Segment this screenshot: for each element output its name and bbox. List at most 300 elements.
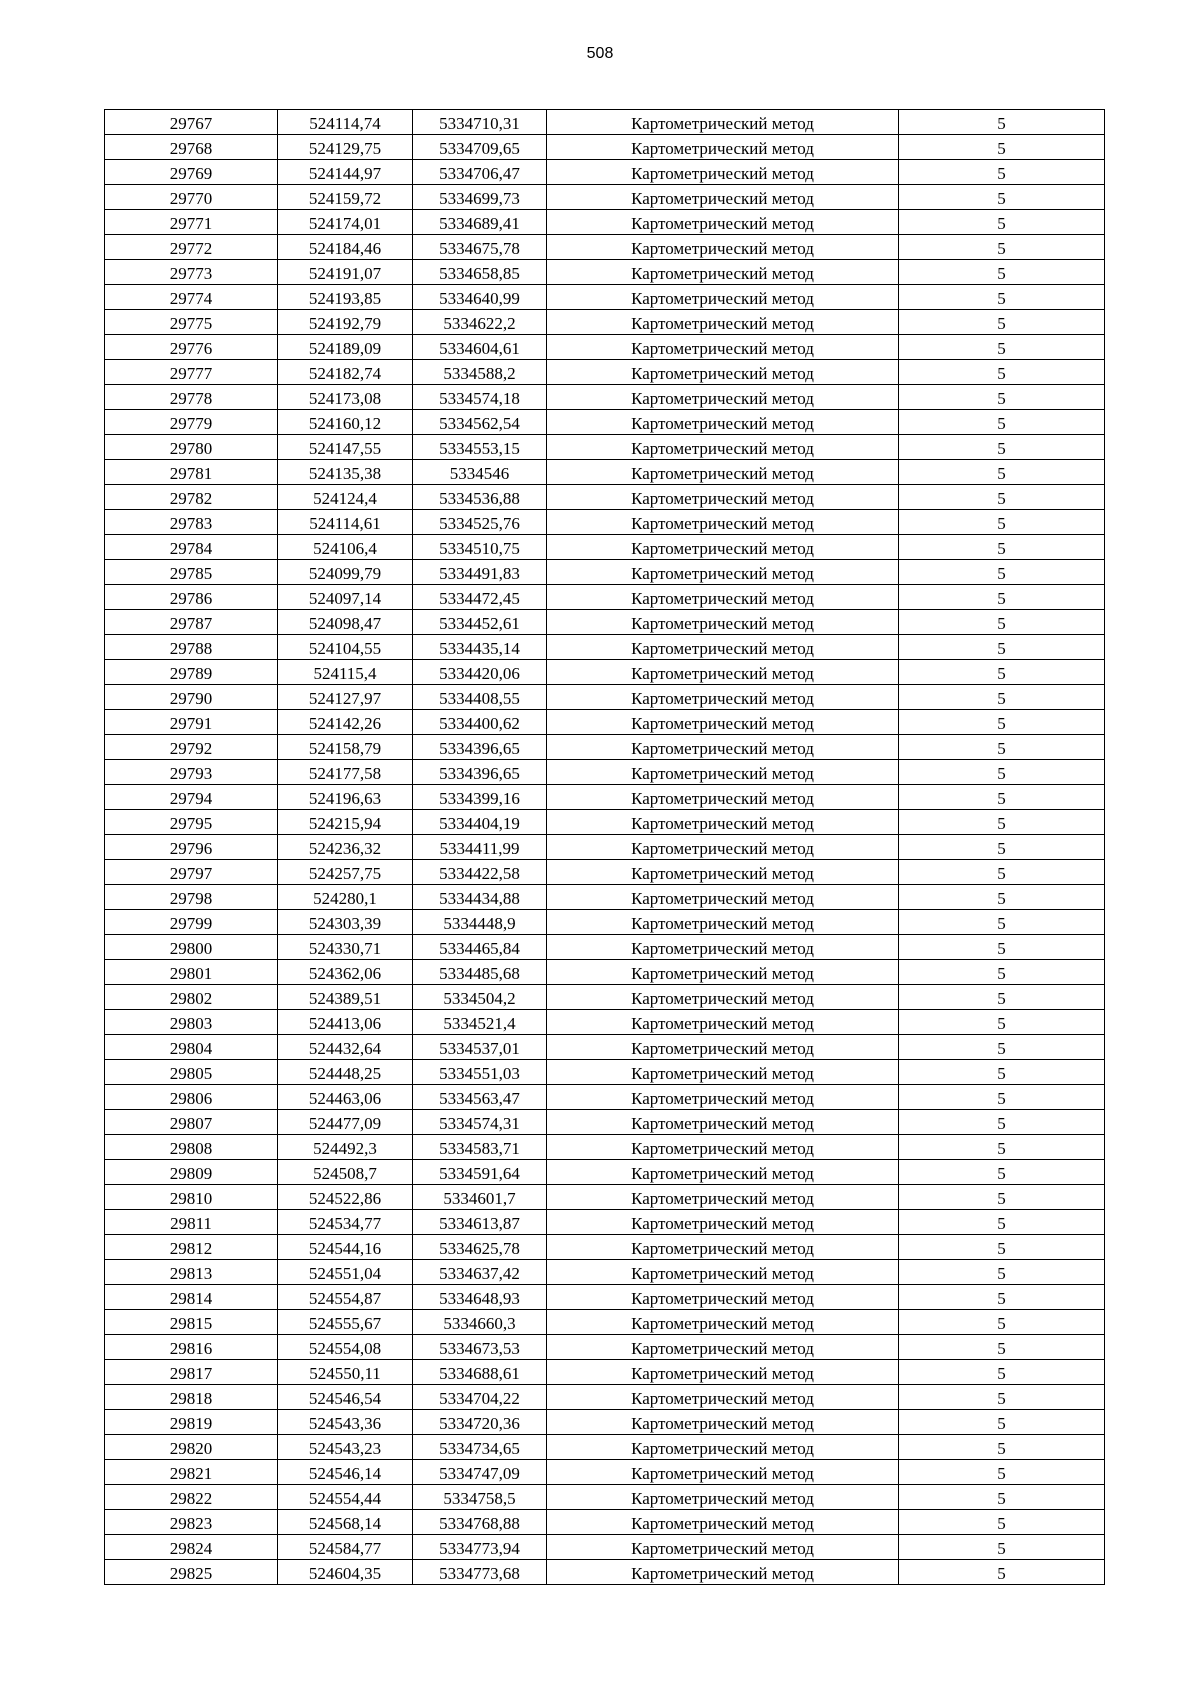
point-number-cell: 29787 (105, 610, 278, 635)
point-number-cell: 29825 (105, 1560, 278, 1585)
accuracy-cell: 5 (899, 1485, 1105, 1510)
y-coordinate-cell: 5334768,88 (413, 1510, 547, 1535)
point-number-cell: 29810 (105, 1185, 278, 1210)
y-coordinate-cell: 5334411,99 (413, 835, 547, 860)
accuracy-cell: 5 (899, 885, 1105, 910)
table-row (105, 1160, 1105, 1185)
point-number-cell: 29789 (105, 660, 278, 685)
x-coordinate-cell: 524492,3 (278, 1135, 413, 1160)
table-row (105, 335, 1105, 360)
x-coordinate-cell: 524448,25 (278, 1060, 413, 1085)
table-row (105, 660, 1105, 685)
point-number-cell: 29784 (105, 535, 278, 560)
method-cell: Картометрический метод (547, 1535, 899, 1560)
x-coordinate-cell: 524142,26 (278, 710, 413, 735)
method-cell: Картометрический метод (547, 1185, 899, 1210)
point-number-cell: 29795 (105, 810, 278, 835)
method-cell: Картометрический метод (547, 1160, 899, 1185)
point-number-cell: 29808 (105, 1135, 278, 1160)
point-number-cell: 29821 (105, 1460, 278, 1485)
x-coordinate-cell: 524098,47 (278, 610, 413, 635)
table-row (105, 1460, 1105, 1485)
method-cell: Картометрический метод (547, 660, 899, 685)
point-number-cell: 29768 (105, 135, 278, 160)
table-row (105, 135, 1105, 160)
method-cell: Картометрический метод (547, 285, 899, 310)
point-number-cell: 29799 (105, 910, 278, 935)
point-number-cell: 29779 (105, 410, 278, 435)
method-cell: Картометрический метод (547, 910, 899, 935)
table-row (105, 1560, 1105, 1585)
point-number-cell: 29820 (105, 1435, 278, 1460)
x-coordinate-cell: 524568,14 (278, 1510, 413, 1535)
method-cell: Картометрический метод (547, 860, 899, 885)
method-cell: Картометрический метод (547, 485, 899, 510)
method-cell: Картометрический метод (547, 510, 899, 535)
y-coordinate-cell: 5334734,65 (413, 1435, 547, 1460)
y-coordinate-cell: 5334583,71 (413, 1135, 547, 1160)
table-row (105, 1360, 1105, 1385)
point-number-cell: 29812 (105, 1235, 278, 1260)
table-row (105, 685, 1105, 710)
table-row (105, 1385, 1105, 1410)
y-coordinate-cell: 5334773,68 (413, 1560, 547, 1585)
y-coordinate-cell: 5334452,61 (413, 610, 547, 635)
table-row (105, 735, 1105, 760)
accuracy-cell: 5 (899, 1060, 1105, 1085)
method-cell: Картометрический метод (547, 810, 899, 835)
accuracy-cell: 5 (899, 985, 1105, 1010)
accuracy-cell: 5 (899, 610, 1105, 635)
x-coordinate-cell: 524508,7 (278, 1160, 413, 1185)
method-cell: Картометрический метод (547, 235, 899, 260)
table-row (105, 410, 1105, 435)
y-coordinate-cell: 5334689,41 (413, 210, 547, 235)
point-number-cell: 29771 (105, 210, 278, 235)
table-row (105, 710, 1105, 735)
x-coordinate-cell: 524477,09 (278, 1110, 413, 1135)
point-number-cell: 29781 (105, 460, 278, 485)
accuracy-cell: 5 (899, 1360, 1105, 1385)
method-cell: Картометрический метод (547, 760, 899, 785)
accuracy-cell: 5 (899, 910, 1105, 935)
y-coordinate-cell: 5334485,68 (413, 960, 547, 985)
y-coordinate-cell: 5334720,36 (413, 1410, 547, 1435)
accuracy-cell: 5 (899, 1210, 1105, 1235)
y-coordinate-cell: 5334546 (413, 460, 547, 485)
y-coordinate-cell: 5334510,75 (413, 535, 547, 560)
y-coordinate-cell: 5334434,88 (413, 885, 547, 910)
method-cell: Картометрический метод (547, 935, 899, 960)
table-row (105, 460, 1105, 485)
table-row (105, 1260, 1105, 1285)
table-row (105, 935, 1105, 960)
point-number-cell: 29791 (105, 710, 278, 735)
accuracy-cell: 5 (899, 835, 1105, 860)
table-row (105, 1135, 1105, 1160)
table-row (105, 210, 1105, 235)
accuracy-cell: 5 (899, 1285, 1105, 1310)
table-row (105, 1085, 1105, 1110)
x-coordinate-cell: 524362,06 (278, 960, 413, 985)
accuracy-cell: 5 (899, 685, 1105, 710)
y-coordinate-cell: 5334601,7 (413, 1185, 547, 1210)
y-coordinate-cell: 5334422,58 (413, 860, 547, 885)
accuracy-cell: 5 (899, 110, 1105, 135)
accuracy-cell: 5 (899, 1035, 1105, 1060)
point-number-cell: 29776 (105, 335, 278, 360)
method-cell: Картометрический метод (547, 410, 899, 435)
y-coordinate-cell: 5334675,78 (413, 235, 547, 260)
x-coordinate-cell: 524184,46 (278, 235, 413, 260)
point-number-cell: 29773 (105, 260, 278, 285)
table-row (105, 510, 1105, 535)
accuracy-cell: 5 (899, 285, 1105, 310)
y-coordinate-cell: 5334400,62 (413, 710, 547, 735)
y-coordinate-cell: 5334625,78 (413, 1235, 547, 1260)
y-coordinate-cell: 5334574,18 (413, 385, 547, 410)
method-cell: Картометрический метод (547, 1310, 899, 1335)
y-coordinate-cell: 5334773,94 (413, 1535, 547, 1560)
table-row (105, 785, 1105, 810)
y-coordinate-cell: 5334435,14 (413, 635, 547, 660)
x-coordinate-cell: 524104,55 (278, 635, 413, 660)
y-coordinate-cell: 5334648,93 (413, 1285, 547, 1310)
point-number-cell: 29767 (105, 110, 278, 135)
x-coordinate-cell: 524158,79 (278, 735, 413, 760)
x-coordinate-cell: 524135,38 (278, 460, 413, 485)
y-coordinate-cell: 5334574,31 (413, 1110, 547, 1135)
y-coordinate-cell: 5334658,85 (413, 260, 547, 285)
accuracy-cell: 5 (899, 460, 1105, 485)
accuracy-cell: 5 (899, 1010, 1105, 1035)
x-coordinate-cell: 524115,4 (278, 660, 413, 685)
x-coordinate-cell: 524174,01 (278, 210, 413, 235)
method-cell: Картометрический метод (547, 1460, 899, 1485)
x-coordinate-cell: 524554,87 (278, 1285, 413, 1310)
point-number-cell: 29792 (105, 735, 278, 760)
accuracy-cell: 5 (899, 1110, 1105, 1135)
point-number-cell: 29806 (105, 1085, 278, 1110)
point-number-cell: 29804 (105, 1035, 278, 1060)
x-coordinate-cell: 524330,71 (278, 935, 413, 960)
point-number-cell: 29790 (105, 685, 278, 710)
accuracy-cell: 5 (899, 1235, 1105, 1260)
point-number-cell: 29794 (105, 785, 278, 810)
table-row (105, 1185, 1105, 1210)
y-coordinate-cell: 5334604,61 (413, 335, 547, 360)
accuracy-cell: 5 (899, 385, 1105, 410)
accuracy-cell: 5 (899, 485, 1105, 510)
accuracy-cell: 5 (899, 560, 1105, 585)
accuracy-cell: 5 (899, 435, 1105, 460)
accuracy-cell: 5 (899, 1535, 1105, 1560)
table-row (105, 760, 1105, 785)
accuracy-cell: 5 (899, 1385, 1105, 1410)
table-row (105, 1485, 1105, 1510)
y-coordinate-cell: 5334472,45 (413, 585, 547, 610)
y-coordinate-cell: 5334525,76 (413, 510, 547, 535)
method-cell: Картометрический метод (547, 1085, 899, 1110)
accuracy-cell: 5 (899, 660, 1105, 685)
point-number-cell: 29803 (105, 1010, 278, 1035)
y-coordinate-cell: 5334551,03 (413, 1060, 547, 1085)
x-coordinate-cell: 524432,64 (278, 1035, 413, 1060)
x-coordinate-cell: 524196,63 (278, 785, 413, 810)
accuracy-cell: 5 (899, 135, 1105, 160)
point-number-cell: 29807 (105, 1110, 278, 1135)
x-coordinate-cell: 524522,86 (278, 1185, 413, 1210)
x-coordinate-cell: 524463,06 (278, 1085, 413, 1110)
method-cell: Картометрический метод (547, 785, 899, 810)
method-cell: Картометрический метод (547, 160, 899, 185)
x-coordinate-cell: 524543,23 (278, 1435, 413, 1460)
accuracy-cell: 5 (899, 160, 1105, 185)
accuracy-cell: 5 (899, 860, 1105, 885)
x-coordinate-cell: 524215,94 (278, 810, 413, 835)
x-coordinate-cell: 524173,08 (278, 385, 413, 410)
accuracy-cell: 5 (899, 1410, 1105, 1435)
table-row (105, 1010, 1105, 1035)
accuracy-cell: 5 (899, 1085, 1105, 1110)
accuracy-cell: 5 (899, 935, 1105, 960)
y-coordinate-cell: 5334396,65 (413, 760, 547, 785)
y-coordinate-cell: 5334747,09 (413, 1460, 547, 1485)
point-number-cell: 29811 (105, 1210, 278, 1235)
accuracy-cell: 5 (899, 1435, 1105, 1460)
accuracy-cell: 5 (899, 810, 1105, 835)
method-cell: Картометрический метод (547, 110, 899, 135)
accuracy-cell: 5 (899, 1135, 1105, 1160)
point-number-cell: 29817 (105, 1360, 278, 1385)
method-cell: Картометрический метод (547, 535, 899, 560)
point-number-cell: 29819 (105, 1410, 278, 1435)
y-coordinate-cell: 5334504,2 (413, 985, 547, 1010)
coordinates-table (104, 109, 1105, 1585)
x-coordinate-cell: 524236,32 (278, 835, 413, 860)
x-coordinate-cell: 524554,44 (278, 1485, 413, 1510)
point-number-cell: 29785 (105, 560, 278, 585)
accuracy-cell: 5 (899, 1510, 1105, 1535)
table-row (105, 260, 1105, 285)
accuracy-cell: 5 (899, 185, 1105, 210)
y-coordinate-cell: 5334660,3 (413, 1310, 547, 1335)
method-cell: Картометрический метод (547, 560, 899, 585)
method-cell: Картометрический метод (547, 1060, 899, 1085)
point-number-cell: 29815 (105, 1310, 278, 1335)
x-coordinate-cell: 524192,79 (278, 310, 413, 335)
table-row (105, 1060, 1105, 1085)
x-coordinate-cell: 524160,12 (278, 410, 413, 435)
y-coordinate-cell: 5334699,73 (413, 185, 547, 210)
y-coordinate-cell: 5334404,19 (413, 810, 547, 835)
method-cell: Картометрический метод (547, 310, 899, 335)
x-coordinate-cell: 524554,08 (278, 1335, 413, 1360)
point-number-cell: 29798 (105, 885, 278, 910)
method-cell: Картометрический метод (547, 460, 899, 485)
x-coordinate-cell: 524147,55 (278, 435, 413, 460)
accuracy-cell: 5 (899, 410, 1105, 435)
point-number-cell: 29780 (105, 435, 278, 460)
method-cell: Картометрический метод (547, 1335, 899, 1360)
method-cell: Картометрический метод (547, 135, 899, 160)
method-cell: Картометрический метод (547, 1010, 899, 1035)
method-cell: Картометрический метод (547, 1110, 899, 1135)
method-cell: Картометрический метод (547, 710, 899, 735)
point-number-cell: 29782 (105, 485, 278, 510)
method-cell: Картометрический метод (547, 1510, 899, 1535)
accuracy-cell: 5 (899, 710, 1105, 735)
accuracy-cell: 5 (899, 1460, 1105, 1485)
accuracy-cell: 5 (899, 360, 1105, 385)
method-cell: Картометрический метод (547, 685, 899, 710)
accuracy-cell: 5 (899, 960, 1105, 985)
point-number-cell: 29769 (105, 160, 278, 185)
table-row (105, 360, 1105, 385)
x-coordinate-cell: 524191,07 (278, 260, 413, 285)
table-row (105, 1285, 1105, 1310)
accuracy-cell: 5 (899, 210, 1105, 235)
table-row (105, 535, 1105, 560)
x-coordinate-cell: 524389,51 (278, 985, 413, 1010)
table-row (105, 560, 1105, 585)
y-coordinate-cell: 5334613,87 (413, 1210, 547, 1235)
method-cell: Картометрический метод (547, 1210, 899, 1235)
method-cell: Картометрический метод (547, 1385, 899, 1410)
table-row (105, 1110, 1105, 1135)
accuracy-cell: 5 (899, 1260, 1105, 1285)
method-cell: Картометрический метод (547, 335, 899, 360)
x-coordinate-cell: 524193,85 (278, 285, 413, 310)
point-number-cell: 29793 (105, 760, 278, 785)
x-coordinate-cell: 524550,11 (278, 1360, 413, 1385)
y-coordinate-cell: 5334521,4 (413, 1010, 547, 1035)
y-coordinate-cell: 5334448,9 (413, 910, 547, 935)
y-coordinate-cell: 5334562,54 (413, 410, 547, 435)
table-row (105, 635, 1105, 660)
point-number-cell: 29800 (105, 935, 278, 960)
x-coordinate-cell: 524182,74 (278, 360, 413, 385)
y-coordinate-cell: 5334420,06 (413, 660, 547, 685)
accuracy-cell: 5 (899, 760, 1105, 785)
x-coordinate-cell: 524177,58 (278, 760, 413, 785)
table-row (105, 610, 1105, 635)
x-coordinate-cell: 524551,04 (278, 1260, 413, 1285)
x-coordinate-cell: 524584,77 (278, 1535, 413, 1560)
y-coordinate-cell: 5334491,83 (413, 560, 547, 585)
table-row (105, 185, 1105, 210)
y-coordinate-cell: 5334537,01 (413, 1035, 547, 1060)
table-row (105, 985, 1105, 1010)
x-coordinate-cell: 524129,75 (278, 135, 413, 160)
y-coordinate-cell: 5334704,22 (413, 1385, 547, 1410)
y-coordinate-cell: 5334640,99 (413, 285, 547, 310)
x-coordinate-cell: 524144,97 (278, 160, 413, 185)
y-coordinate-cell: 5334553,15 (413, 435, 547, 460)
x-coordinate-cell: 524544,16 (278, 1235, 413, 1260)
point-number-cell: 29824 (105, 1535, 278, 1560)
table-row (105, 285, 1105, 310)
method-cell: Картометрический метод (547, 735, 899, 760)
point-number-cell: 29777 (105, 360, 278, 385)
page-number: 508 (586, 45, 614, 62)
method-cell: Картометрический метод (547, 610, 899, 635)
method-cell: Картометрический метод (547, 260, 899, 285)
table-row (105, 1035, 1105, 1060)
point-number-cell: 29778 (105, 385, 278, 410)
method-cell: Картометрический метод (547, 1435, 899, 1460)
accuracy-cell: 5 (899, 1310, 1105, 1335)
method-cell: Картометрический метод (547, 1360, 899, 1385)
table-row (105, 110, 1105, 135)
method-cell: Картометрический метод (547, 635, 899, 660)
table-row (105, 310, 1105, 335)
point-number-cell: 29802 (105, 985, 278, 1010)
method-cell: Картометрический метод (547, 1260, 899, 1285)
x-coordinate-cell: 524257,75 (278, 860, 413, 885)
y-coordinate-cell: 5334591,64 (413, 1160, 547, 1185)
y-coordinate-cell: 5334399,16 (413, 785, 547, 810)
method-cell: Картометрический метод (547, 435, 899, 460)
table-row (105, 1235, 1105, 1260)
table-row (105, 810, 1105, 835)
accuracy-cell: 5 (899, 635, 1105, 660)
y-coordinate-cell: 5334710,31 (413, 110, 547, 135)
accuracy-cell: 5 (899, 260, 1105, 285)
method-cell: Картометрический метод (547, 1410, 899, 1435)
point-number-cell: 29770 (105, 185, 278, 210)
point-number-cell: 29775 (105, 310, 278, 335)
point-number-cell: 29796 (105, 835, 278, 860)
y-coordinate-cell: 5334396,65 (413, 735, 547, 760)
accuracy-cell: 5 (899, 510, 1105, 535)
y-coordinate-cell: 5334758,5 (413, 1485, 547, 1510)
x-coordinate-cell: 524534,77 (278, 1210, 413, 1235)
point-number-cell: 29786 (105, 585, 278, 610)
y-coordinate-cell: 5334688,61 (413, 1360, 547, 1385)
x-coordinate-cell: 524189,09 (278, 335, 413, 360)
point-number-cell: 29772 (105, 235, 278, 260)
method-cell: Картометрический метод (547, 1560, 899, 1585)
accuracy-cell: 5 (899, 1160, 1105, 1185)
accuracy-cell: 5 (899, 735, 1105, 760)
table-row (105, 860, 1105, 885)
table-row (105, 1535, 1105, 1560)
table-row (105, 960, 1105, 985)
x-coordinate-cell: 524546,54 (278, 1385, 413, 1410)
method-cell: Картометрический метод (547, 1035, 899, 1060)
method-cell: Картометрический метод (547, 1135, 899, 1160)
point-number-cell: 29783 (105, 510, 278, 535)
point-number-cell: 29805 (105, 1060, 278, 1085)
point-number-cell: 29814 (105, 1285, 278, 1310)
y-coordinate-cell: 5334588,2 (413, 360, 547, 385)
point-number-cell: 29774 (105, 285, 278, 310)
point-number-cell: 29818 (105, 1385, 278, 1410)
point-number-cell: 29823 (105, 1510, 278, 1535)
table-row (105, 160, 1105, 185)
y-coordinate-cell: 5334536,88 (413, 485, 547, 510)
x-coordinate-cell: 524127,97 (278, 685, 413, 710)
table-row (105, 1335, 1105, 1360)
y-coordinate-cell: 5334637,42 (413, 1260, 547, 1285)
table-row (105, 385, 1105, 410)
point-number-cell: 29788 (105, 635, 278, 660)
method-cell: Картометрический метод (547, 385, 899, 410)
x-coordinate-cell: 524303,39 (278, 910, 413, 935)
y-coordinate-cell: 5334673,53 (413, 1335, 547, 1360)
table-row (105, 885, 1105, 910)
